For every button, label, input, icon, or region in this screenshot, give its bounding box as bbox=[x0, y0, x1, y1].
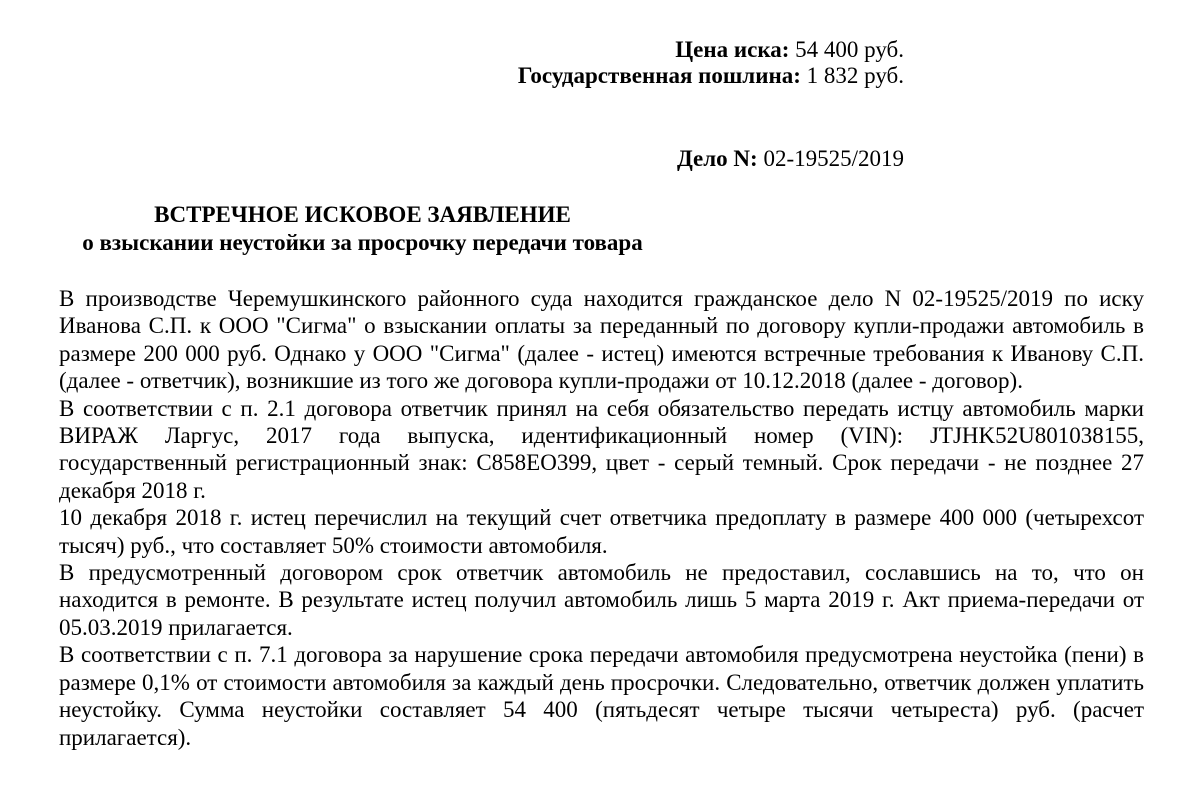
document-title-block bbox=[0, 201, 725, 257]
case-number-value: 02-19525/2019 bbox=[763, 146, 904, 171]
state-fee-value: 1 832 руб. bbox=[806, 63, 904, 88]
body-paragraph: В соответствии с п. 7.1 договора за нарушение срока передачи автомобиля предусмотрена неустойка (пени) в размере 0,1% от стоимости автомобиля за каждый день просрочки. Следовательно, ответчик должен уплатить неустойку. Сумма неустойки составляет 54 400 (пятьдесят четыре тысячи четыреста) руб. (расчет прилагается). bbox=[59, 642, 1144, 750]
state-fee-line bbox=[518, 62, 904, 90]
claim-price-value: 54 400 руб. bbox=[795, 37, 904, 62]
claim-price-line bbox=[675, 36, 904, 64]
claim-price-label: Цена иска: bbox=[675, 37, 790, 62]
case-number-line bbox=[677, 145, 904, 173]
body-paragraph: В производстве Черемушкинского районного суда находится гражданское дело N 02-19525/2019 по иску Иванова С.П. к ООО "Сигма" о взыскании оплаты за переданный по договору купли-продажи автомобиль в размере 200 000 руб. Однако у ООО "Сигма" (далее - истец) имеются встречные требования к Иванову С.П. (далее - ответчик), возникшие из того же договора купли-продажи от 10.12.2018 (далее - договор). bbox=[59, 286, 1144, 394]
body-paragraph: 10 декабря 2018 г. истец перечислил на текущий счет ответчика предоплату в размере 400 000 (четырехсот тысяч) руб., что составляет 50% стоимости автомобиля. bbox=[59, 505, 1144, 558]
document-subtitle: о взыскании неустойки за просрочку передачи товара bbox=[82, 230, 643, 255]
state-fee-label: Государственная пошлина: bbox=[517, 63, 801, 88]
document-title: ВСТРЕЧНОЕ ИСКОВОЕ ЗАЯВЛЕНИЕ bbox=[154, 202, 571, 227]
document-body bbox=[59, 285, 1144, 751]
body-paragraph: В предусмотренный договором срок ответчик автомобиль не предоставил, сославшись на то, что он находится в ремонте. В результате истец получил автомобиль лишь 5 марта 2019 г. Акт приема-передачи от 05.03.2019 прилагается. bbox=[59, 560, 1144, 640]
body-paragraph: В соответствии с п. 2.1 договора ответчик принял на себя обязательство передать истцу автомобиль марки ВИРАЖ Ларгус, 2017 года выпуска, идентификационный номер (VIN): JTJHK52U801038155, государственный регистрационный знак: С858ЕО399, цвет - серый темный. Срок передачи - не позднее 27 декабря 2018 г. bbox=[59, 395, 1144, 503]
case-number-label: Дело N: bbox=[676, 146, 758, 171]
